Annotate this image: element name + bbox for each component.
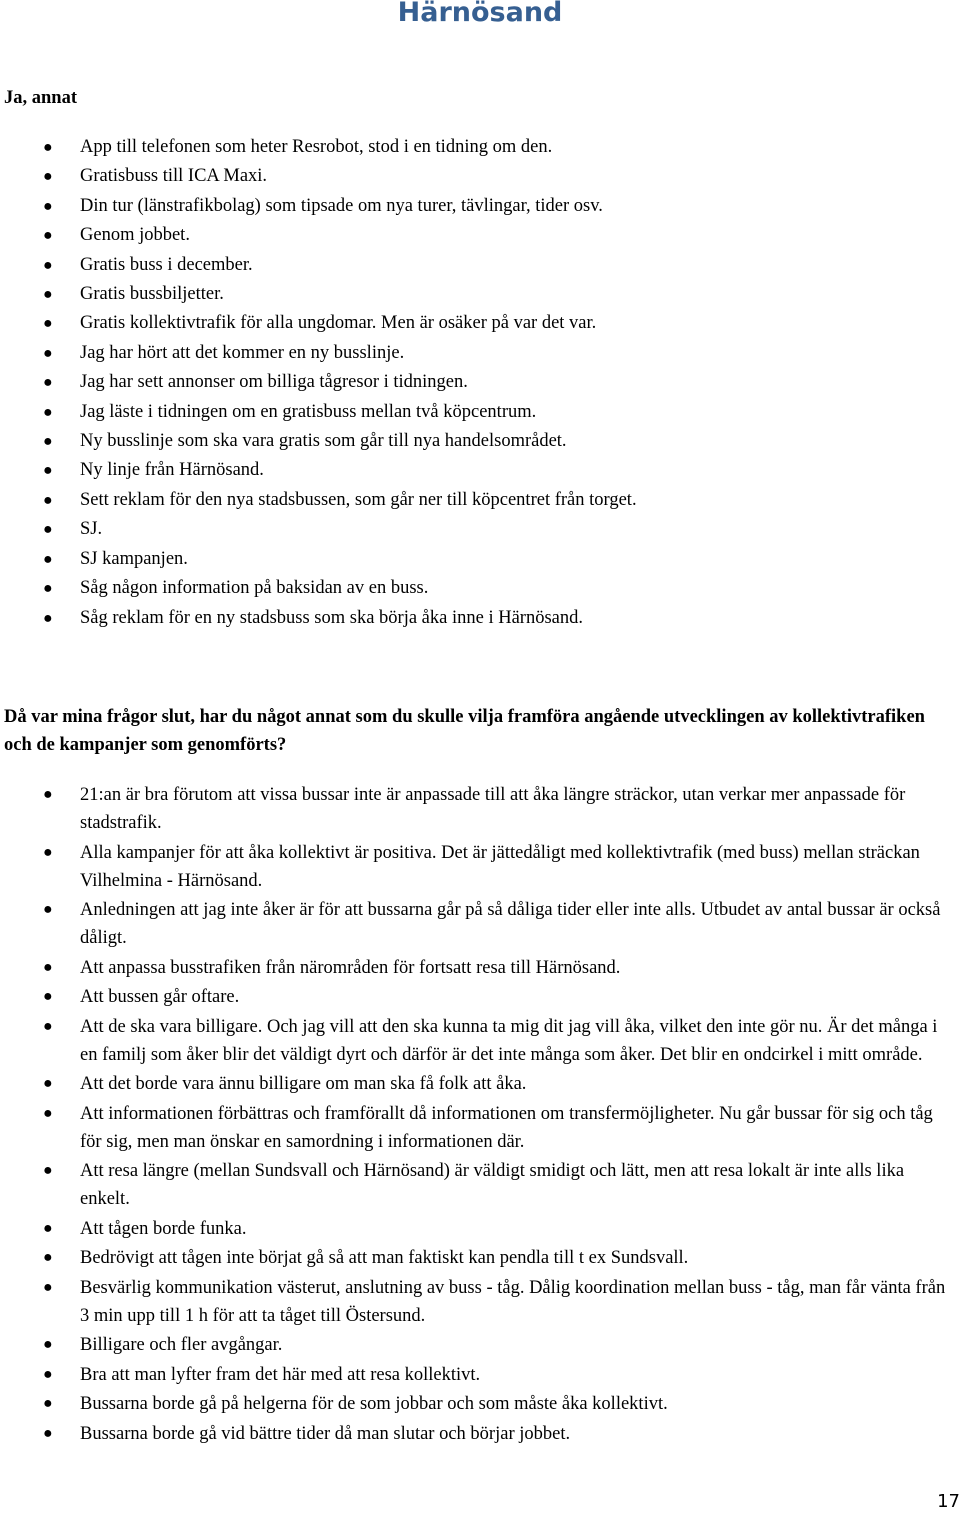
bullet-icon: ● xyxy=(43,1104,53,1122)
list-item xyxy=(0,839,960,895)
list-item xyxy=(0,368,960,397)
bullet-icon: ● xyxy=(43,1424,53,1442)
list-item-text: Att anpassa busstrafiken från närområden för fortsatt resa till Härnösand. xyxy=(80,957,621,978)
bullet-icon: ● xyxy=(43,433,53,451)
list-item xyxy=(0,781,960,837)
bullet-icon: ● xyxy=(43,286,53,304)
list-item xyxy=(0,545,960,574)
list-item-text: Sett reklam för den nya stadsbussen, som går ner till köpcentret från torget. xyxy=(80,489,637,510)
bullet-icon: ● xyxy=(43,1336,53,1353)
bullet-icon: ● xyxy=(43,843,53,861)
bullet-icon: ● xyxy=(43,1278,53,1296)
bullet-icon: ● xyxy=(43,168,53,186)
list-item xyxy=(0,1331,960,1359)
list-item xyxy=(0,339,960,368)
list-item-text: Bra att man lyfter fram det här med att resa kollektivt. xyxy=(80,1364,481,1385)
bullet-icon: ● xyxy=(43,139,53,156)
bullet-icon: ● xyxy=(43,550,53,568)
list-item xyxy=(0,251,960,280)
list-item-text: Att informationen förbättras och framförallt då informationen om transfermöjligheter. Nu går bussar för sig och tåg för sig, men man önskar en samordning i informationen där. xyxy=(80,1103,933,1152)
list-item xyxy=(0,280,960,309)
list-item xyxy=(0,1390,960,1418)
list-item xyxy=(0,1013,960,1069)
list-item-text: Såg någon information på baksidan av en buss. xyxy=(80,578,429,599)
list-item-text: Genom jobbet. xyxy=(80,225,190,246)
bullet-icon: ● xyxy=(43,344,53,362)
page-number: 17 xyxy=(937,1491,960,1512)
list-item xyxy=(0,1157,960,1213)
list-item xyxy=(0,1274,960,1330)
list-item-text: Ny busslinje som ska vara gratis som går till nya handelsområdet. xyxy=(80,431,567,452)
list-item xyxy=(0,456,960,485)
list-item xyxy=(0,954,960,982)
bullet-list-ja-annat xyxy=(0,133,960,633)
bullet-icon: ● xyxy=(43,521,53,539)
list-item-text: Såg reklam för en ny stadsbuss som ska börja åka inne i Härnösand. xyxy=(80,607,583,628)
list-item xyxy=(0,1361,960,1389)
list-item-text: 21:an är bra förutom att vissa bussar inte är anpassade till att åka längre sträckor, utan verkar mer anpassade för stadstrafik. xyxy=(80,785,906,833)
list-item xyxy=(0,427,960,456)
list-item xyxy=(0,604,960,633)
list-item xyxy=(0,398,960,427)
bullet-icon: ● xyxy=(43,315,53,333)
bullet-icon: ● xyxy=(43,374,53,392)
list-item xyxy=(0,515,960,544)
bullet-icon: ● xyxy=(43,609,53,627)
list-item-text: Gratis kollektivtrafik för alla ungdomar. Men är osäker på var det var. xyxy=(80,313,597,334)
list-item-text: Jag läste i tidningen om en gratisbuss mellan två köpcentrum. xyxy=(80,401,537,422)
bullet-icon: ● xyxy=(43,580,53,598)
list-item-text: Besvärlig kommunikation västerut, anslutning av buss - tåg. Dålig koordination mellan buss - tåg, man får vänta från 3 min upp till 1 h för att ta tåget till Östersund. xyxy=(80,1277,946,1326)
bullet-icon: ● xyxy=(43,988,53,1005)
list-item-text: Gratisbuss till ICA Maxi. xyxy=(80,166,268,187)
list-item-text: Anledningen att jag inte åker är för att bussarna går på så dåliga tider eller inte alls. Utbudet av antal bussar är också dåligt. xyxy=(80,900,941,948)
list-item xyxy=(0,1100,960,1156)
bullet-icon: ● xyxy=(43,462,53,480)
section-heading-ja-annat: Ja, annat xyxy=(4,88,77,108)
list-item xyxy=(0,1420,960,1448)
bullet-icon: ● xyxy=(43,1395,53,1412)
list-item-text: Bussarna borde gå på helgerna för de som jobbar och som måste åka kollektivt. xyxy=(80,1394,668,1414)
bullet-icon: ● xyxy=(43,786,53,803)
page-title: Härnösand xyxy=(397,0,563,28)
list-item xyxy=(0,486,960,515)
bullet-icon: ● xyxy=(43,1017,53,1035)
bullet-icon: ● xyxy=(43,491,53,509)
list-item xyxy=(0,221,960,250)
list-item-text: Ny linje från Härnösand. xyxy=(80,460,264,481)
list-item-text: SJ kampanjen. xyxy=(80,548,188,569)
list-item xyxy=(0,192,960,221)
list-item-text: Gratis bussbiljetter. xyxy=(80,284,224,305)
list-item-text: Gratis buss i december. xyxy=(80,254,253,275)
list-item xyxy=(0,309,960,338)
list-item-text: Att det borde vara ännu billigare om man ska få folk att åka. xyxy=(80,1074,527,1094)
list-item-text: Att tågen borde funka. xyxy=(80,1218,247,1239)
list-item xyxy=(0,133,960,162)
bullet-icon: ● xyxy=(43,403,53,421)
list-item xyxy=(0,1215,960,1243)
list-item-text: SJ. xyxy=(80,519,103,540)
bullet-icon: ● xyxy=(43,1075,53,1092)
bullet-icon: ● xyxy=(43,227,53,245)
list-item-text: Din tur (länstrafikbolag) som tipsade om nya turer, tävlingar, tider osv. xyxy=(80,195,603,216)
list-item-text: Alla kampanjer för att åka kollektivt är positiva. Det är jättedåligt med kollektivtrafik (med buss) mellan sträckan Vilhelmina - Härnösand. xyxy=(80,842,920,891)
bullet-icon: ● xyxy=(43,1249,53,1266)
list-item-text: Jag har hört att det kommer en ny busslinje. xyxy=(80,342,405,363)
bullet-icon: ● xyxy=(43,1219,53,1237)
list-item xyxy=(0,162,960,191)
list-item xyxy=(0,983,960,1011)
bullet-icon: ● xyxy=(43,197,53,215)
list-item-text: App till telefonen som heter Resrobot, stod i en tidning om den. xyxy=(80,137,553,157)
section-heading-final-question: Då var mina frågor slut, har du något annat som du skulle vilja framföra angående utvecklingen av kollektivtrafiken och de kampanjer som genomförts? xyxy=(4,707,925,755)
bullet-list-final-question xyxy=(0,781,960,1449)
list-item-text: Billigare och fler avgångar. xyxy=(80,1335,283,1355)
list-item xyxy=(0,896,960,952)
list-item-text: Att de ska vara billigare. Och jag vill att den ska kunna ta mig dit jag vill åka, vilket den inte gör nu. Är det många i en familj som åker blir det väldigt dyrt och därför är det inte många som åker. Det blir en ondcirkel i mitt område. xyxy=(80,1016,938,1065)
bullet-icon: ● xyxy=(43,1162,53,1179)
list-item-text: Att bussen går oftare. xyxy=(80,987,240,1007)
bullet-icon: ● xyxy=(43,1365,53,1383)
list-item-text: Bussarna borde gå vid bättre tider då man slutar och börjar jobbet. xyxy=(80,1423,571,1444)
bullet-icon: ● xyxy=(43,901,53,918)
list-item-text: Att resa längre (mellan Sundsvall och Härnösand) är väldigt smidigt och lätt, men att resa lokalt är inte alls lika enkelt. xyxy=(80,1161,905,1209)
list-item-text: Jag har sett annonser om billiga tågresor i tidningen. xyxy=(80,372,468,393)
list-item xyxy=(0,1244,960,1272)
list-item-text: Bedrövigt att tågen inte börjat gå så att man faktiskt kan pendla till t ex Sundsvall. xyxy=(80,1248,689,1268)
list-item xyxy=(0,1070,960,1098)
bullet-icon: ● xyxy=(43,256,53,274)
list-item xyxy=(0,574,960,603)
bullet-icon: ● xyxy=(43,958,53,976)
